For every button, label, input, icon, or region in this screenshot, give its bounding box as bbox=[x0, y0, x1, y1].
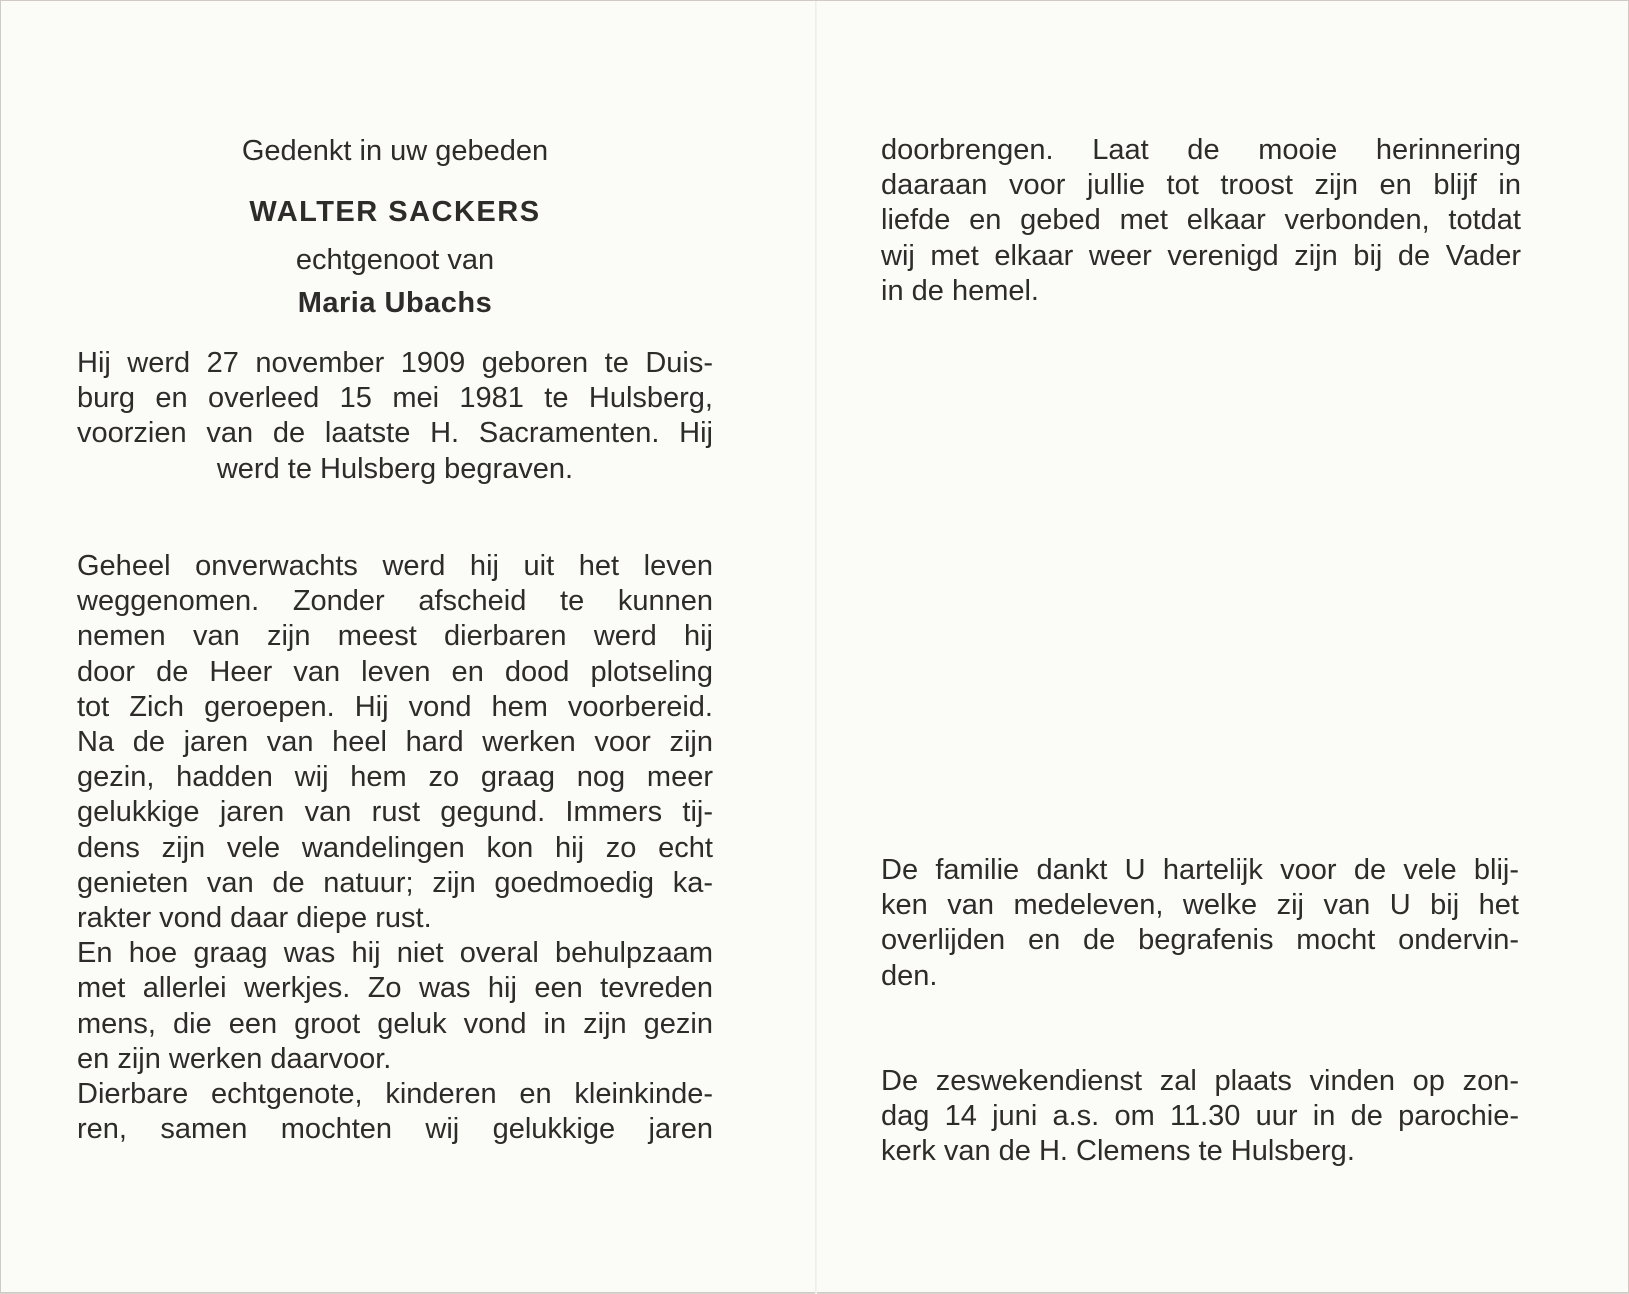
service-line: De zeswekendienst zal plaats vinden op zon- bbox=[881, 1065, 1519, 1097]
bio-line: Hij werd 27 november 1909 geboren te Duis- bbox=[77, 347, 713, 379]
spouse-name: Maria Ubachs bbox=[297, 287, 493, 319]
tribute-line: en zijn werken daarvoor. bbox=[77, 1042, 392, 1075]
continuation-line: wij met elkaar weer verenigd zijn bij de Vader bbox=[881, 239, 1521, 272]
thanks-line: ken van medeleven, welke zij van U bij het bbox=[881, 889, 1519, 922]
tribute-line: tot Zich geroepen. Hij vond hem voorbereid. bbox=[77, 690, 713, 723]
thanks-line: overlijden en de begrafenis mocht ondervin- bbox=[881, 924, 1519, 957]
tribute-line: door de Heer van leven en dood plotseling bbox=[77, 655, 713, 688]
service-line: dag 14 juni a.s. om 11.30 uur in de parochie- bbox=[881, 1100, 1519, 1133]
bio-line: voorzien van de laatste H. Sacramenten. Hij bbox=[77, 417, 713, 450]
card-fold bbox=[815, 1, 817, 1294]
service-line: kerk van de H. Clemens te Hulsberg. bbox=[881, 1135, 1355, 1168]
continuation-line: daaraan voor jullie tot troost zijn en blijf in bbox=[881, 169, 1521, 202]
tribute-line: Dierbare echtgenote, kinderen en kleinkinde- bbox=[77, 1078, 713, 1111]
tribute-line: nemen van zijn meest dierbaren werd hij bbox=[77, 620, 713, 653]
tribute-line: ren, samen mochten wij gelukkige jaren bbox=[77, 1113, 713, 1146]
continuation-paragraph bbox=[881, 133, 1521, 309]
thanks-line: den. bbox=[881, 959, 938, 992]
tribute-line: rakter vond daar diepe rust. bbox=[77, 902, 432, 935]
tribute-line: Geheel onverwachts werd hij uit het leven bbox=[77, 550, 713, 582]
continuation-line: in de hemel. bbox=[881, 274, 1039, 307]
tribute-line: weggenomen. Zonder afscheid te kunnen bbox=[77, 585, 713, 618]
deceased-name: WALTER SACKERS bbox=[249, 196, 541, 228]
bio-line: werd te Hulsberg begraven. bbox=[216, 452, 574, 485]
tribute-line: genieten van de natuur; zijn goedmoedig ka- bbox=[77, 866, 713, 899]
continuation-line: doorbrengen. Laat de mooie herinnering bbox=[881, 134, 1521, 166]
tribute-line: met allerlei werkjes. Zo was hij een tevreden bbox=[77, 972, 713, 1005]
service-paragraph bbox=[881, 1064, 1519, 1170]
continuation-line: liefde en gebed met elkaar verbonden, totdat bbox=[881, 204, 1521, 237]
tribute-line: En hoe graag was hij niet overal behulpzaam bbox=[77, 937, 713, 970]
bio-paragraph bbox=[77, 346, 713, 487]
tribute-paragraph bbox=[77, 549, 713, 1147]
thanks-paragraph bbox=[881, 853, 1519, 994]
bio-line: burg en overleed 15 mei 1981 te Hulsberg, bbox=[77, 382, 713, 415]
tribute-line: gezin, hadden wij hem zo graag nog meer bbox=[77, 761, 713, 794]
tribute-line: dens zijn vele wandelingen kon hij zo echt bbox=[77, 831, 713, 864]
prayer-heading: Gedenkt in uw gebeden bbox=[241, 135, 549, 167]
thanks-line: De familie dankt U hartelijk voor de vele blij- bbox=[881, 854, 1519, 886]
tribute-line: Na de jaren van heel hard werken voor zijn bbox=[77, 726, 713, 759]
spouse-prefix: echtgenoot van bbox=[295, 244, 495, 276]
tribute-line: mens, die een groot geluk vond in zijn gezin bbox=[77, 1007, 713, 1040]
tribute-line: gelukkige jaren van rust gegund. Immers tij- bbox=[77, 796, 713, 829]
